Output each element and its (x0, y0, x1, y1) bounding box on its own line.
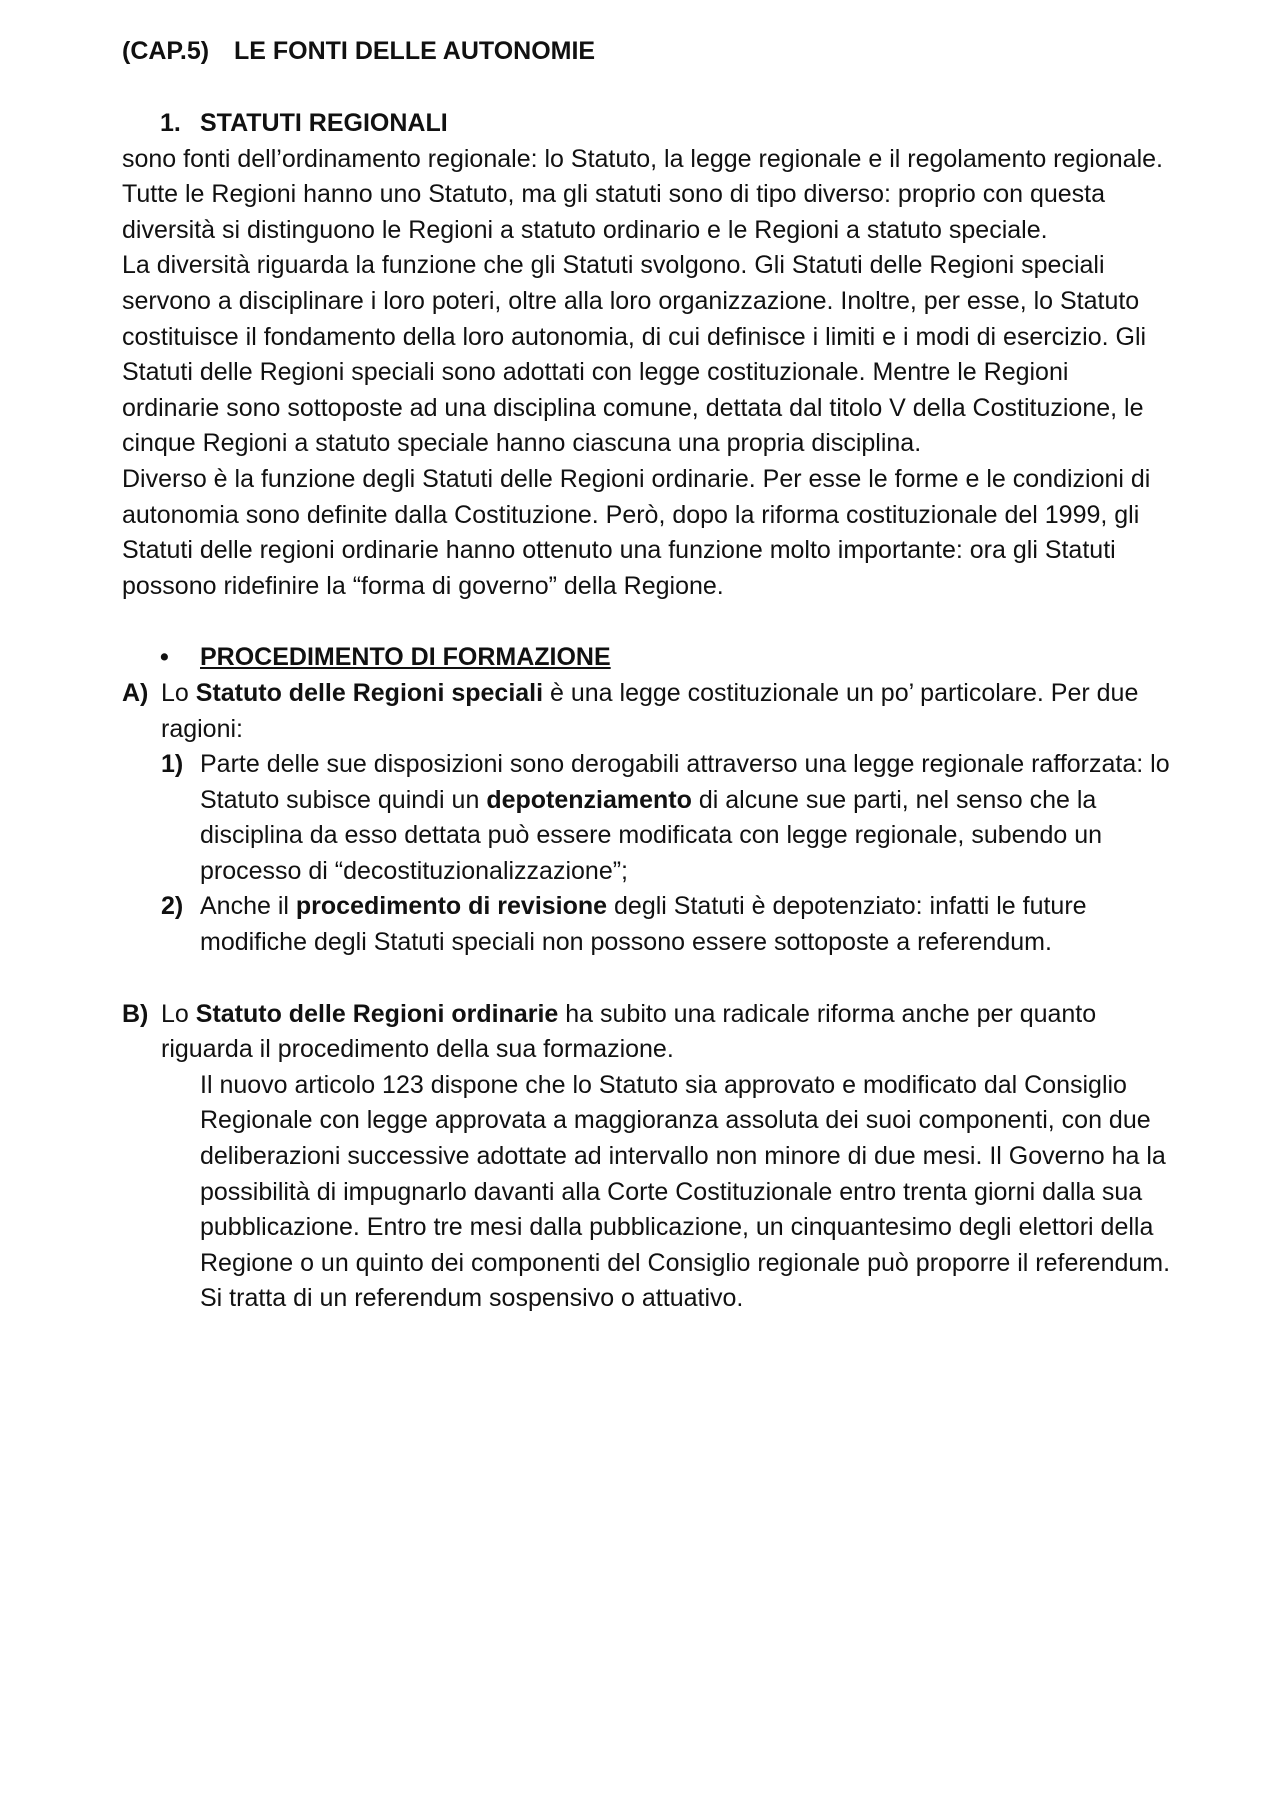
item-text: Anche il (200, 892, 296, 921)
item-bold-text: depotenziamento (486, 785, 692, 814)
item-text: Lo (161, 999, 196, 1028)
paragraph-special-statutes: La diversità riguarda la funzione che gli Statuti svolgono. Gli Statuti delle Regioni speciali servono a disciplinare i loro poteri, oltre alla loro organizzazione. Inoltre, per esse, lo Statuto costituisce il fondamento della loro autonomia, di cui definisce i limiti e i modi di esercizio. Gli Statuti delle Regioni speciali sono adottati con legge costituzionale. Mentre le Regioni ordinarie sono sottoposte ad una disciplina comune, dettata dal titolo V della Costituzione, le cinque Regioni a statuto speciale hanno ciascuna una propria disciplina. (122, 251, 1147, 458)
chapter-title: LE FONTI DELLE AUTONOMIE (234, 37, 596, 65)
spacer (122, 961, 1172, 997)
paragraph-article-123: Il nuovo articolo 123 dispone che lo Statuto sia approvato e modificato dal Consiglio Regionale con legge approvata a maggioranza assoluta dei suoi componenti, con due deliberazioni successive adottate ad intervallo non minore di due mesi. Il Governo ha la possibilità di impugnarlo davanti alla Corte Costituzionale entro trenta giorni dalla sua pubblicazione. Entro tre mesi dalla pubblicazione, un cinquantesimo degli elettori della Regione o un quinto dei componenti del Consiglio regionale può proporre il referendum. Si tratta di un referendum sospensivo o attuativo. (200, 1070, 1171, 1313)
document-page (122, 34, 1172, 1317)
bullet-icon: • (160, 643, 169, 672)
section-heading (122, 106, 1172, 142)
item-text: Parte delle sue disposizioni sono derogabili attraverso una legge regionale rafforzata: lo Statuto subisce quindi un (200, 750, 1170, 814)
item-text: ha subito una radicale riforma anche per quanto riguarda il procedimento della sua formazione. (161, 999, 1097, 1064)
list-item-a2 (122, 889, 1172, 960)
list-marker: 2) (161, 892, 184, 921)
bullet-title: PROCEDIMENTO DI FORMAZIONE (200, 643, 611, 672)
bullet-heading (122, 640, 1172, 676)
item-text: è una legge costituzionale un po’ particolare. Per due ragioni: (161, 678, 1139, 743)
paragraph-statute-types: Tutte le Regioni hanno uno Statuto, ma gli statuti sono di tipo diverso: proprio con questa diversità si distinguono le Regioni a statuto ordinario e le Regioni a statuto speciale. (122, 180, 1106, 244)
item-text: degli Statuti è depotenziato: infatti le future modifiche degli Statuti speciali non possono essere sottoposte a referendum. (200, 892, 1087, 957)
list-marker: B) (122, 999, 149, 1028)
spacer (122, 604, 1172, 640)
chapter-heading (122, 34, 1172, 70)
item-bold-text: procedimento di revisione (295, 892, 608, 921)
item-text: Lo (161, 678, 196, 707)
section-title: STATUTI REGIONALI (200, 109, 448, 137)
list-item-b (122, 997, 1172, 1068)
list-marker: A) (122, 678, 149, 707)
list-item-a (122, 676, 1172, 747)
paragraph-ordinary-statutes: Diverso è la funzione degli Statuti delle Regioni ordinarie. Per esse le forme e le condizioni di autonomia sono definite dalla Costituzione. Però, dopo la riforma costituzionale del 1999, gli Statuti delle regioni ordinarie hanno ottenuto una funzione molto importante: ora gli Statuti possono ridefinire la “forma di governo” della Regione. (122, 464, 1151, 600)
item-bold-text: Statuto delle Regioni ordinarie (195, 999, 559, 1028)
list-marker: 1) (161, 750, 184, 779)
section-number: 1. (160, 109, 181, 137)
paragraph-sources: sono fonti dell’ordinamento regionale: lo Statuto, la legge regionale e il regolamento regionale. (122, 144, 1163, 173)
item-text: di alcune sue parti, nel senso che la disciplina da esso dettata può essere modificata con legge regionale, subendo un processo di “decostituzionalizzazione”; (200, 785, 1103, 885)
chapter-number: (CAP.5) (122, 37, 210, 65)
list-item-a1 (122, 747, 1172, 889)
item-bold-text: Statuto delle Regioni speciali (195, 678, 544, 707)
